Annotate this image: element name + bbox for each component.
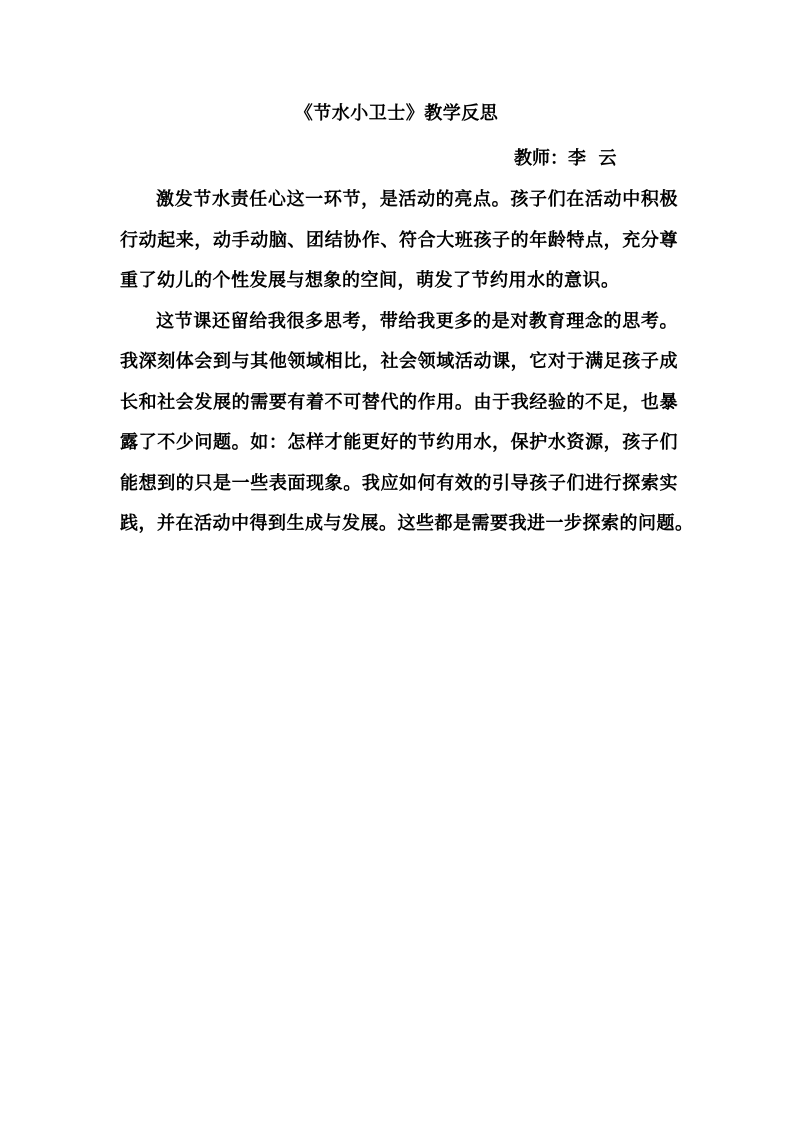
paragraph-line: 这节课还留给我很多思考，带给我更多的是对教育理念的思考。	[156, 310, 678, 332]
paragraph-line: 能想到的只是一些表面现象。我应如何有效的引导孩子们进行探索实	[120, 472, 678, 494]
paragraph-line: 露了不少问题。如：怎样才能更好的节约用水，保护水资源，孩子们	[120, 432, 678, 453]
author-line: 教师：李 云	[514, 148, 617, 169]
paragraph-1	[120, 183, 678, 305]
paragraph-2	[120, 305, 694, 548]
paragraph-line: 践，并在活动中得到生成与发展。这些都是需要我进一步探索的问题。	[120, 513, 694, 534]
document-body	[120, 183, 694, 548]
paragraph-line: 长和社会发展的需要有着不可替代的作用。由于我经验的不足，也暴	[120, 391, 678, 413]
paragraph-line: 重了幼儿的个性发展与想象的空间，萌发了节约用水的意识。	[120, 270, 620, 291]
paragraph-line: 激发节水责任心这一环节，是活动的亮点。孩子们在活动中积极	[156, 189, 678, 210]
document-title: 《节水小卫士》教学反思	[294, 103, 499, 124]
paragraph-line: 我深刻体会到与其他领域相比，社会领域活动课，它对于满足孩子成	[120, 351, 678, 372]
paragraph-line: 行动起来，动手动脑、团结协作、符合大班孩子的年龄特点，充分尊	[120, 229, 678, 251]
